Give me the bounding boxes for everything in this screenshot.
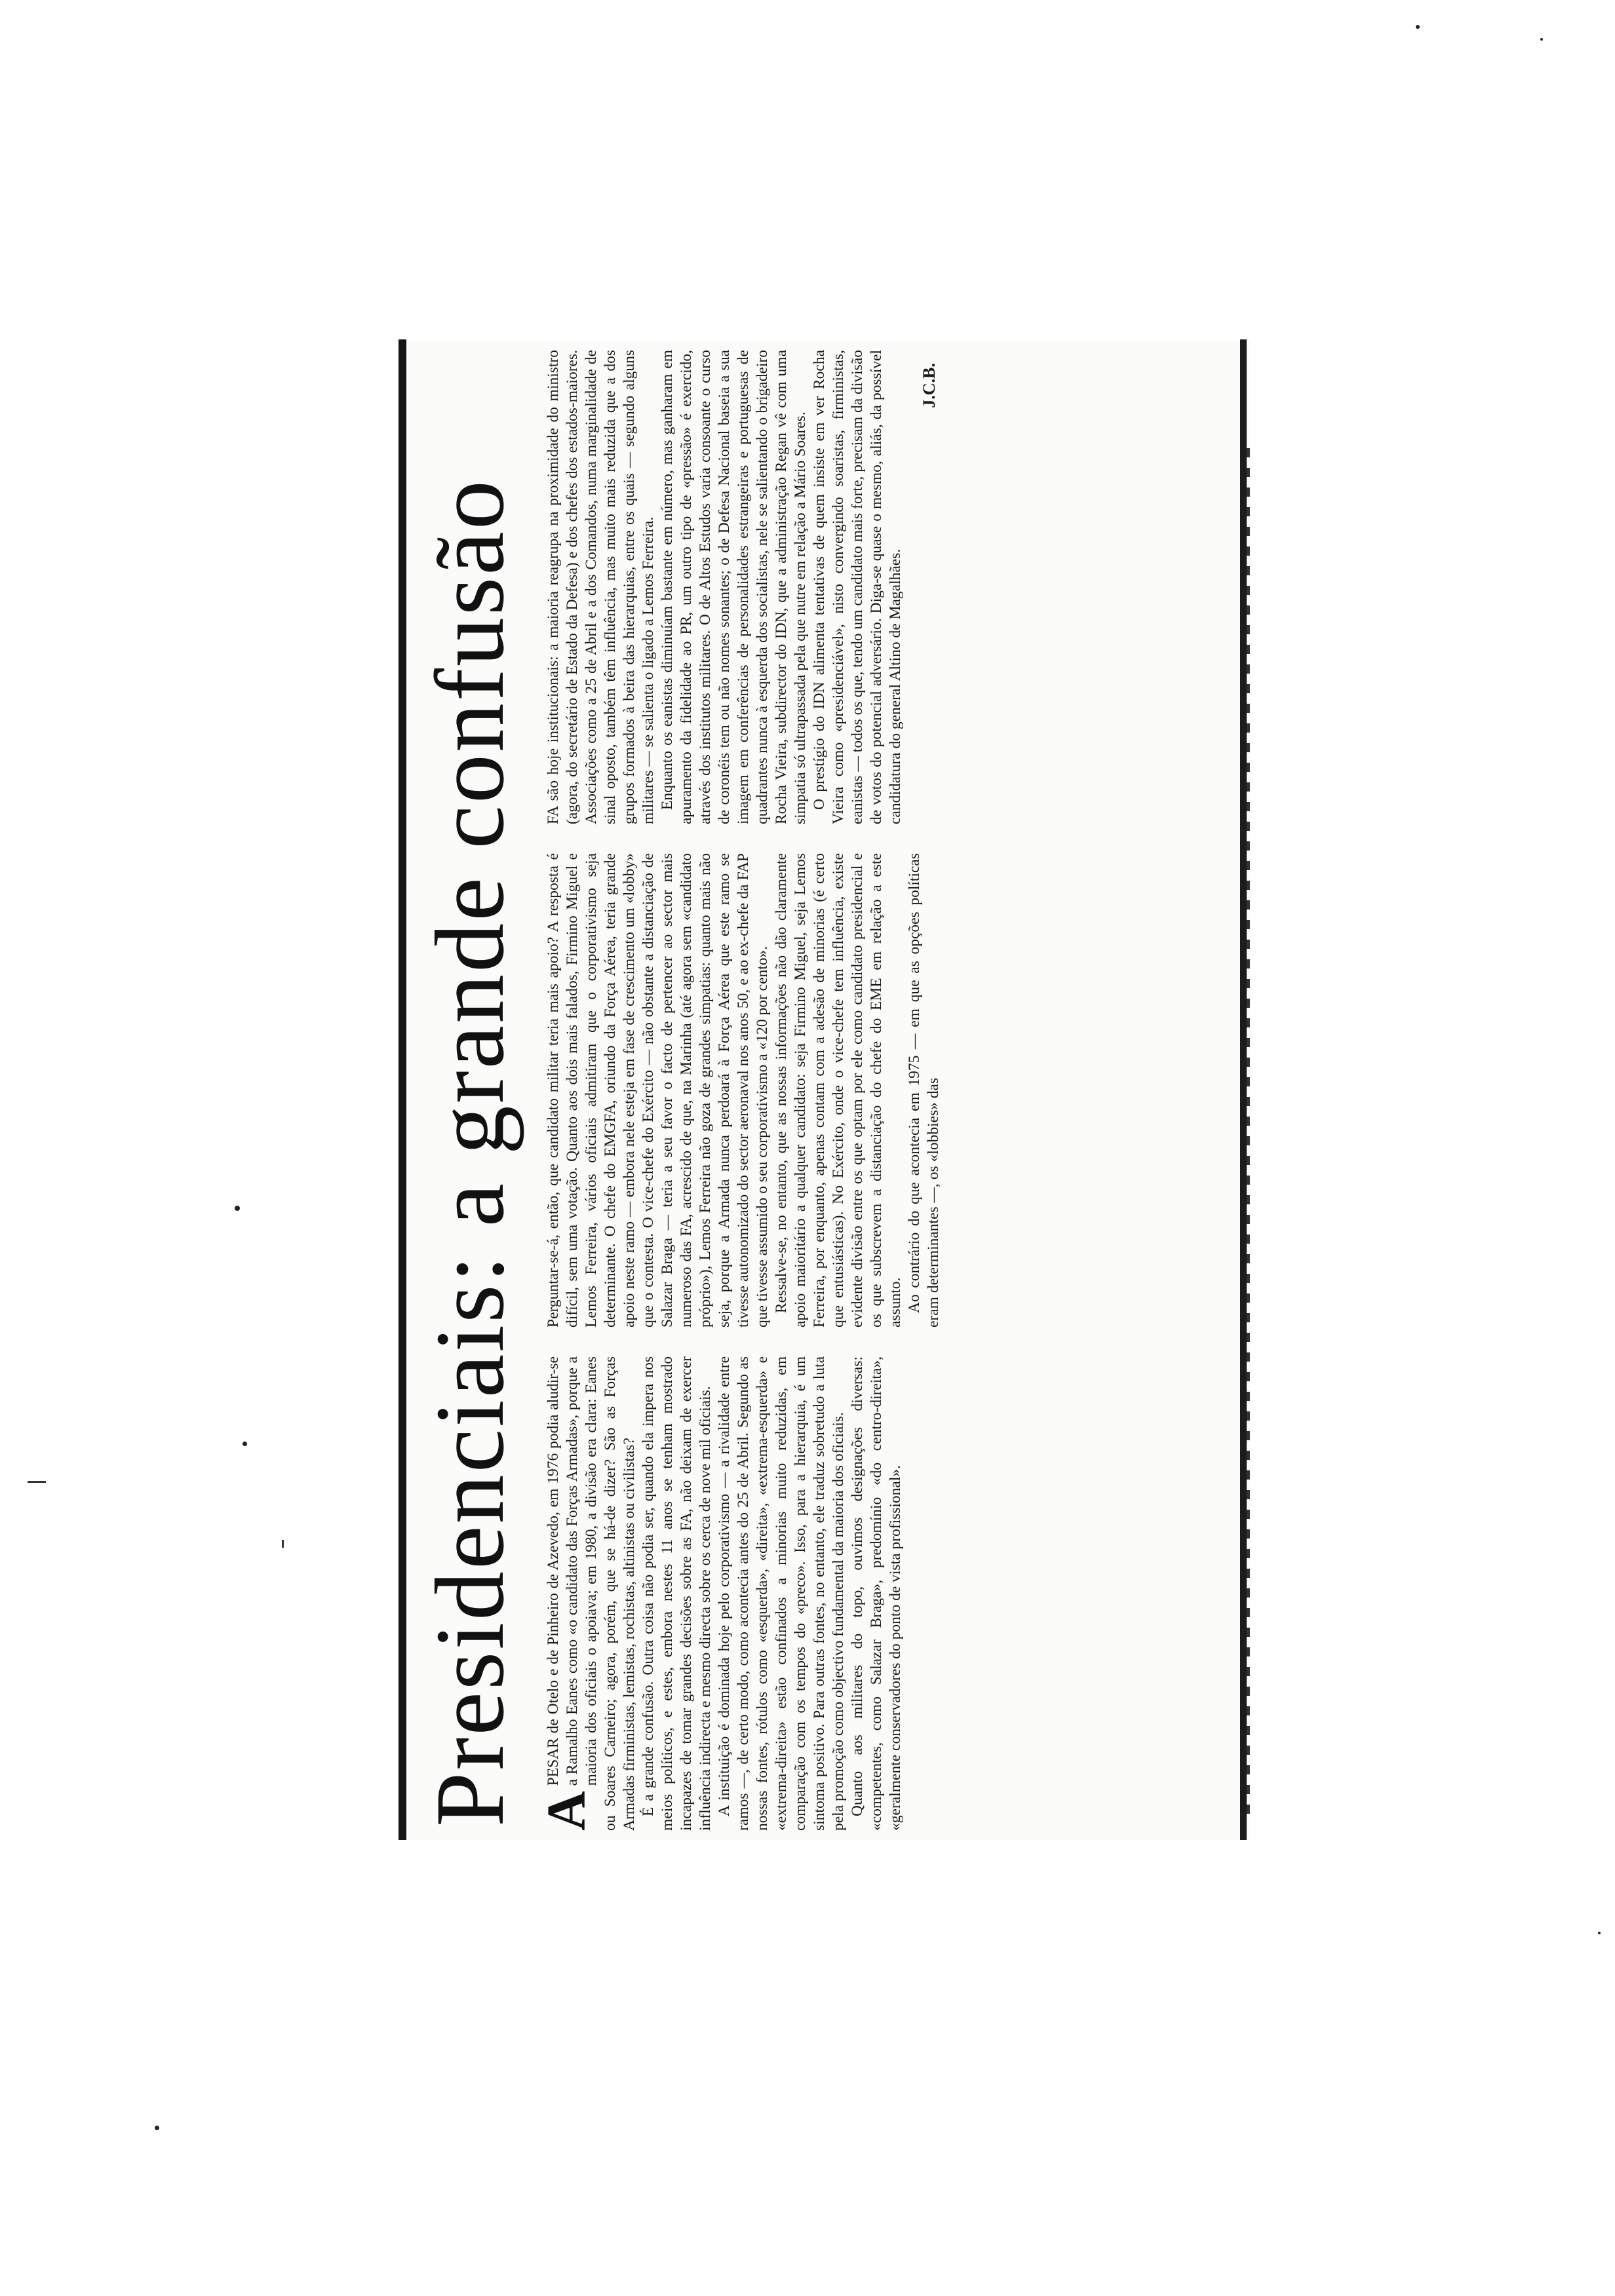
article-column-2 xyxy=(544,853,1230,1328)
scan-mark xyxy=(28,1481,46,1483)
article-paragraph: Ao contrário do que acontecia em 1975 — em que as opções políticas eram determinantes —, os «lobbies» das xyxy=(906,853,942,1328)
article-column-3 xyxy=(544,350,1230,824)
article-paragraph: FA são hoje institucionais: a maioria reagrupa na proximidade do ministro (agora, do secretário de Estado da Defesa) e dos chefes dos estados-maiores. Associações como a 25 de Abril e a dos Comandos, numa marginalidade de sinal oposto, também têm influência, mas muito mais reduzida que a dos grupos formados à beira das hierarquias, entre os quais — segundo alguns militares — se salienta o ligado a Lemos Ferreira. xyxy=(545,350,657,824)
article-headline: Presidenciais: a grande confusão xyxy=(416,478,524,1827)
scan-speck xyxy=(1540,38,1543,41)
newspaper-clipping xyxy=(399,339,1251,1840)
scan-speck xyxy=(1416,25,1420,29)
top-rule xyxy=(399,339,406,1840)
article-paragraph: O prestígio do IDN alimenta tentativas de quem insiste em ver Rocha Vieira como «presidenciável», nisto convergindo soaristas, firministas, eanistas — todos os que, tendo um candidato mais forte, precisam da divisão de votos do potencial adversário. Diga-se quase o mesmo, aliás, da possível candidatura do general Altino de Magalhães. xyxy=(811,350,904,824)
article-paragraph: A instituição é dominada hoje pelo corporativismo — a rivalidade entre ramos —, de certo modo, como acontecia antes do 25 de Abril. Segundo as nossas fontes, rótulos como «esquerda», «direita», «extrema-esquerda» e «extrema-direita» estão confinados a minorias muito reduzidas, em comparação com os tempos do «preco». Isso, para a hierarquia, é um sintoma positivo. Para outras fontes, no entanto, ele traduz sobretudo a luta pela promoção como objectivo fundamental da maioria dos oficiais. xyxy=(716,1356,847,1831)
article-paragraph: Ressalve-se, no entanto, que as nossas informações não dão claramente apoio maioritário a qualquer candidato: seja Firmino Miguel, seja Lemos Ferreira, por enquanto, apenas contam com a adesão de minorias (é certo que entusiásticas). No Exército, onde o vice-chefe tem influência, existe evidente divisão entre os que optam por ele como candidato presidencial e os que subscrevem a distanciação do chefe do EME em relação a este assunto. xyxy=(773,853,904,1328)
article-body xyxy=(536,350,1230,1831)
article-paragraph: É a grande confusão. Outra coisa não podia ser, quando ela impera nos meios políticos, e estes, embora nestes 11 anos se tenham mostrado incapazes de tomar grandes decisões sobre as FA, não deixam de exercer influência indirecta e mesmo directa sobre os cerca de nove mil oficiais. xyxy=(640,1356,714,1831)
scan-speck xyxy=(243,1442,247,1446)
article-paragraph: A PESAR de Otelo e de Pinheiro de Azevedo, em 1976 podia aludir-se a Ramalho Eanes como «o candidato das Forças Armadas», porque a maioria dos oficiais o apoiava; em 1980, a divisão era clara: Eanes ou Soares Carneiro; agora, porém, que se há-de dizer? São as Forças Armadas firministas, lemistas, rochistas, altinistas ou civilistas? xyxy=(536,1356,638,1831)
scan-speck xyxy=(1598,1932,1601,1934)
article-paragraph: Enquanto os eanistas diminuíam bastante em número, mas ganharam em apuramento da fidelidade ao PR, um outro tipo de «pressão» é exercido, através dos institutos militares. O de Altos Estudos varia consoante o curso de coronéis tem ou não nomes sonantes; o de Defesa Nacional baseia a sua imagem em conferências de personalidades estrangeiras e portuguesas de quadrantes nunca à esquerda dos socialistas, nele se salientando o brigadeiro Rocha Vieira, subdirector do IDN, que a administração Regan vê com uma simpatia só ultrapassada pela que nutre em relação a Mário Soares. xyxy=(659,350,809,824)
article-paragraph: Perguntar-se-á, então, que candidato militar teria mais apoio? A resposta é difícil, sem uma votação. Quanto aos dois mais falados, Firmino Miguel e Lemos Ferreira, vários oficiais admitiram que o corporativismo seja determinante. O chefe do EMGFA, oriundo da Força Aérea, teria grande apoio neste ramo — embora nele esteja em fase de crescimento um «lobby» que o contesta. O vice-chefe do Exército — não obstante a distanciação de Salazar Braga — teria a seu favor o facto de pertencer ao sector mais numeroso das FA, acrescido de que, na Marinha (até agora sem «candidato próprio»), Lemos Ferreira não goza de grandes simpatias: quanto mais não seja, porque a Armada nunca perdoará à Força Aérea que este ramo se tivesse autonomizado do sector aeronaval nos anos 50, e ao ex-chefe da FAP que tivesse assumido o seu corporativismo a «120 por cento». xyxy=(545,853,771,1328)
article-column-1 xyxy=(536,1356,1230,1831)
article-paragraph: Quanto aos militares do topo, ouvimos designações diversas: «competentes, como Salazar Braga», predomínio «do centro-direita», «geralmente conservadores do ponto de vista profissional». xyxy=(849,1356,904,1831)
drop-cap: A xyxy=(536,1791,597,1831)
author-signature: J.C.B. xyxy=(920,363,939,408)
scan-speck xyxy=(155,2126,159,2130)
scan-speck xyxy=(235,1206,240,1211)
scan-mark xyxy=(282,1540,284,1548)
bottom-rule xyxy=(1240,339,1247,1840)
